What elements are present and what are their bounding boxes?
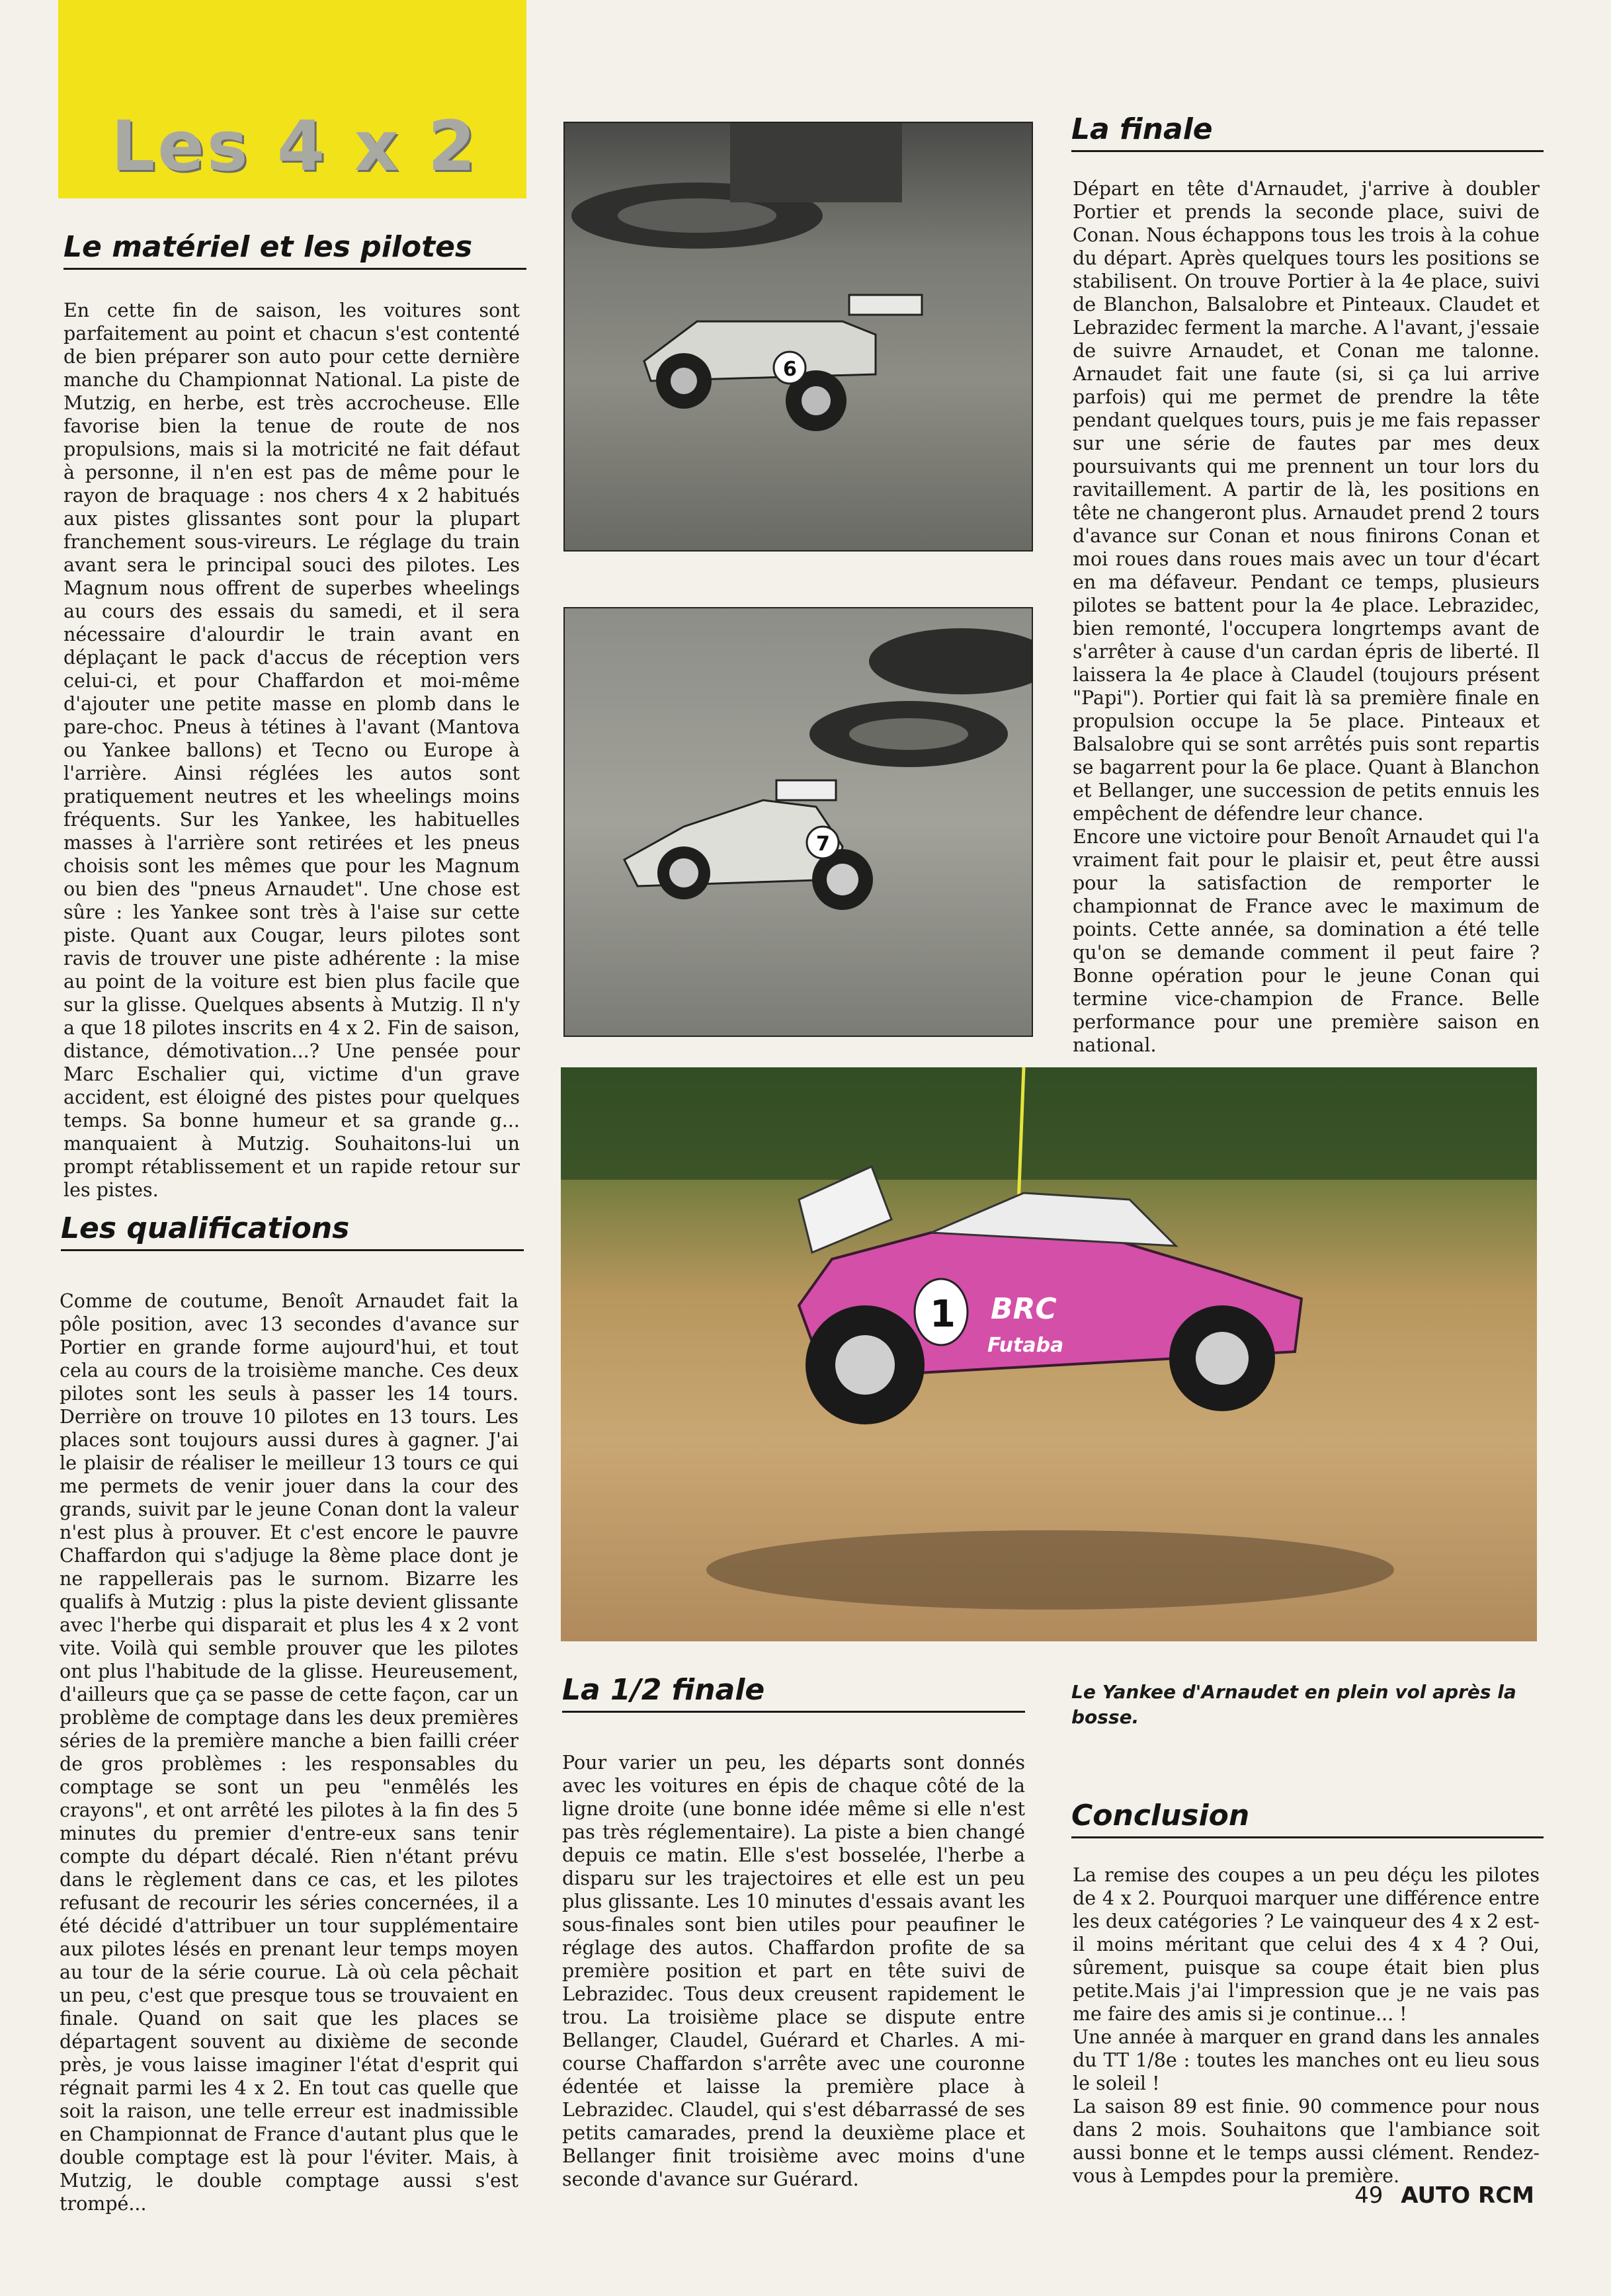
paragraph: La saison 89 est finie. 90 commence pour nous dans 2 mois. Souhaitons que l'ambiance soit aussi bonne et le temps aussi clément. Rendez-vous à Lempdes pour la première. <box>1073 2096 1540 2187</box>
heading-materiel: Le matériel et les pilotes <box>63 230 526 270</box>
text-conclusion <box>1073 1864 1540 2188</box>
paragraph: En cette fin de saison, les voitures sont parfaitement au point et chacun s'est contenté de bien préparer son auto pour cette dernière manche du Championnat National. La piste de Mutzig, en herbe, est très accrocheuse. Elle favorise bien la tenue de route de nos propulsions, mais si la motricité ne fait défaut à personne, il n'en est pas de même pour le rayon de braquage : nos chers 4 x 2 habitués aux pistes glissantes sont pour la plupart franchement sous-vireurs. Le réglage du train avant sera le principal souci des pilotes. Les Magnum nous offrent de superbes wheelings au cours des essais du samedi, et il sera nécessaire d'alourdir le train avant en déplaçant le pack d'accus de réception vers celui-ci, et pour Chaffardon et moi-même d'ajouter une petite masse en plomb dans le pare-choc. Pneus à tétines à l'avant (Mantova ou Yankee ballons) et Tecno ou Europe à l'arrière. Ainsi réglées les autos sont pratiquement neutres et les wheelings moins fréquents. Sur les Yankee, les habituelles masses à l'arrière sont retirées et les pneus choisis sont les mêmes que pour les Magnum ou bien des "pneus Arnaudet". Une chose est sûre : les Yankee sont très à l'aise sur cette piste. Quant aux Cougar, leurs pilotes sont ravis de trouver une piste adhérente : la mise au point de la voiture est bien plus facile que sur la glisse. Quelques absents à Mutzig. Il n'y a que 18 pilotes inscrits en 4 x 2. Fin de saison, distance, démotivation...? Une pensée pour Marc Eschalier qui, victime d'un grave accident, est éloigné des pistes pour quelques temps. Sa bonne humeur et sa grande g... manquaient à Mutzig. Souhaitons-lui un prompt rétablissement et un rapide retour sur les pistes. <box>63 300 520 1201</box>
paragraph: Une année à marquer en grand dans les annales du TT 1/8e : toutes les manches ont eu lieu sous le soleil ! <box>1073 2026 1540 2094</box>
photo-middle-svg <box>565 608 1032 1036</box>
paragraph: Encore une victoire pour Benoît Arnaudet qui l'a vraiment fait pour le plaisir et, peut être aussi pour la satisfaction de remporter le championnat de France avec le maximum de points. Cette année, sa domination a été telle qu'on se demande comment il peut faire ? Bonne opération pour le jeune Conan qui termine vice-champion de France. Belle performance pour une première saison en national. <box>1073 826 1540 1056</box>
photo-large <box>561 1067 1537 1641</box>
photo-top <box>563 122 1033 552</box>
text-demi-finale <box>562 1751 1025 2191</box>
page-footer <box>1354 2182 1534 2209</box>
car-sponsor: Futaba <box>987 1334 1064 1357</box>
heading-qualifications: Les qualifications <box>61 1211 524 1251</box>
car-top <box>644 295 922 431</box>
car-brand: BRC <box>991 1292 1057 1326</box>
car-number-top: 6 <box>783 358 797 381</box>
page-title: Les 4 x 2 <box>111 106 479 186</box>
tire-hole <box>618 198 776 233</box>
car-number-large: 1 <box>930 1293 956 1336</box>
magazine-name: AUTO RCM <box>1401 2182 1534 2209</box>
text-qualifications <box>60 1290 518 2215</box>
paragraph: Pour varier un peu, les départs sont donnés avec les voitures en épis de chaque côté de la ligne droite (une bonne idée même si elle n'est pas très réglementaire). La piste a bien changé depuis ce matin. Elle s'est bosselée, l'herbe a disparu sur les trajectoires et elle est un peu plus glissante. Les 10 minutes d'essais avant les sous-finales sont bien utiles pour peaufiner le réglage des autos. Chaffardon profite de sa première position et part en tête suivi de Lebrazidec. Tous deux creusent rapidement le trou. La troisième place se dispute entre Bellanger, Claudel, Guérard et Charles. A mi-course Chaffardon s'arrête avec une couronne édentée et laisse la première place à Lebrazidec. Claudel, qui s'est débarrassé de ses petits camarades, prend la deuxième place et Bellanger finit troisième avec moins d'une seconde d'avance sur Guérard. <box>562 1752 1025 2190</box>
photo-top-svg <box>565 123 1032 550</box>
tire-barrier <box>869 628 1032 694</box>
heading-finale: La finale <box>1071 112 1544 152</box>
photo-caption: Le Yankee d'Arnaudet en plein vol après la bosse. <box>1071 1681 1516 1728</box>
paragraph: La remise des coupes a un peu déçu les pilotes de 4 x 2. Pourquoi marquer une différence entre les deux catégories ? Le vainqueur des 4 x 2 est-il moins méritant que celui des 4 x 4 ? Oui, sûrement, puisque sa coupe était bien plus petite.Mais j'ai l'impression que je ne vais pas me faire des amis si je continue... ! <box>1073 1864 1540 2025</box>
legs-shadow <box>730 123 902 202</box>
page-number: 49 <box>1354 2182 1384 2209</box>
car-shadow <box>706 1530 1394 1610</box>
heading-demi-finale: La 1/2 finale <box>562 1673 1025 1713</box>
photo-large-svg <box>561 1067 1537 1641</box>
tire-hole <box>849 718 968 750</box>
paragraph: Départ en tête d'Arnaudet, j'arrive à doubler Portier et prends la seconde place, suivi de Conan. Nous échappons tous les trois à la cohue du départ. Après quelques tours les positions se stabilisent. On trouve Portier à la 4e place, suivi de Blanchon, Balsalobre et Pinteaux. Claudet et Lebrazidec ferment la marche. A l'avant, j'essaie de suivre Arnaudet, et Conan me talonne. Arnaudet fait une faute (si, si ça lui arrive parfois) qui me permet de prendre la tête pendant quelques tours, puis je me fais repasser sur une série de fautes par mes deux poursuivants qui me prennent un tour lors du ravitaillement. A partir de là, les positions en tête ne changeront plus. Arnaudet prend 2 tours d'avance sur Conan et nous finirons Conan et moi roues dans roues mais avec un tour d'écart en ma défaveur. Pendant ce temps, plusieurs pilotes se battent pour la 4e place. Lebrazidec, bien remonté, l'occupera longrtemps avant de s'arrêter à cause d'un cardan épris de liberté. Il laissera la 4e place à Claudel (toujours présent "Papi"). Portier qui fait là sa première finale en propulsion occupe la 5e place. Pinteaux et Balsalobre qui se sont arrêtés puis sont repartis se bagarrent pour la 6e place. Quant à Blanchon et Bellanger, une succession de petits ennuis les empêchent de défendre leur chance. <box>1073 178 1540 825</box>
paragraph: Comme de coutume, Benoît Arnaudet fait la pôle position, avec 13 secondes d'avance sur Portier en grande forme aujourd'hui, et tout cela au cours de la troisième manche. Ces deux pilotes sont les seuls à passer les 14 tours. Derrière on trouve 10 pilotes en 13 tours. Les places sont toujours aussi dures à gagner. J'ai le plaisir de réaliser le meilleur 13 tours ce qui me permets de venir jouer dans la cour des grands, suivit par le jeune Conan dont la valeur n'est plus à prouver. Et c'est encore le pauvre Chaffardon qui s'adjuge la 8ème place dont je ne rappellerais pas le surnom. Bizarre les qualifs à Mutzig : plus la piste devient glissante avec l'herbe qui disparait et plus les 4 x 2 vont vite. Voilà qui semble prouver que les pilotes ont plus l'habitude de la glisse. Heureusement, d'ailleurs que ça se passe de cette façon, car un problème de comptage dans les deux premières séries de la première manche a bien failli créer de gros problèmes : les responsables du comptage se sont un peu "enmêlés les crayons", et ont arrêté les pilotes à la fin des 5 minutes du premier d'entre-eux sans tenir compte du départ décalé. Rien n'étant prévu dans le règlement dans ce cas, et les pilotes refusant de recourir les séries concernées, il a été décidé d'attribuer un tour supplémentaire aux pilotes lésés en prenant leur temps moyen au tour de la série courue. Là où cela pêchait un peu, c'est que presque tous se trouvaient en finale. Quand on sait que les places se départagent souvent au dixième de seconde près, je vous laisse imaginer l'état d'esprit qui régnait parmi les 4 x 2. En tout cas quelle que soit la raison, une telle erreur est inadmissible en Championnat de France d'autant plus que le double comptage est là pour l'éviter. Mais, à Mutzig, le double comptage aussi s'est trompé... <box>60 1290 518 2215</box>
text-finale <box>1073 177 1540 1057</box>
title-banner <box>58 0 526 198</box>
text-materiel <box>63 299 520 1202</box>
background-trees <box>561 1067 1537 1180</box>
car-number-middle: 7 <box>816 833 830 856</box>
car-middle <box>624 780 873 910</box>
car-pink <box>799 1167 1301 1424</box>
heading-conclusion: Conclusion <box>1071 1799 1544 1838</box>
photo-middle <box>563 607 1033 1037</box>
